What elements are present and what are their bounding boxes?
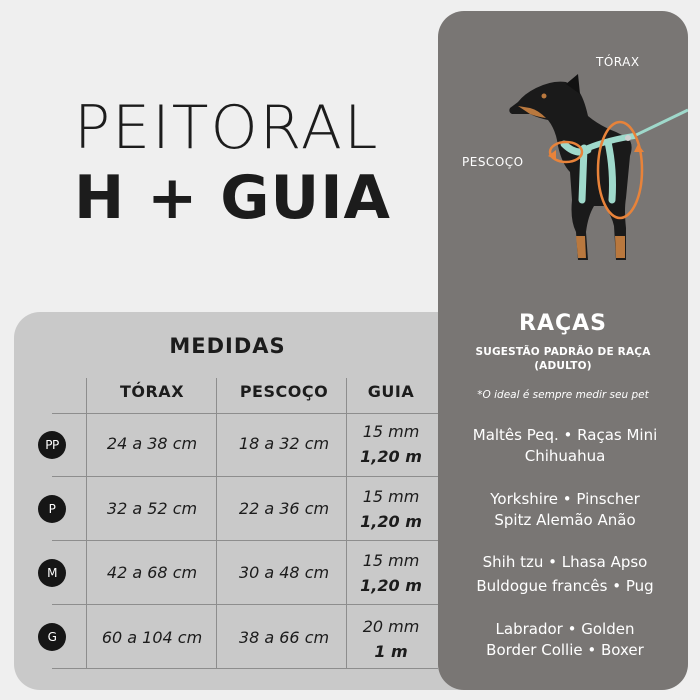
guia-length-p: 1,20 m	[360, 512, 422, 531]
torax-label: TÓRAX	[596, 55, 640, 69]
guia-length-g: 1 m	[374, 642, 408, 661]
breeds-p-line1: Yorkshire • Pinscher	[490, 490, 640, 508]
dog-eye	[542, 94, 547, 99]
breeds-subtitle: SUGESTÃO PADRÃO DE RAÇA (ADULTO)	[475, 346, 651, 372]
dog-tan-leg-right	[615, 236, 625, 258]
grid-line	[216, 378, 217, 668]
grid-line	[346, 378, 347, 668]
pescoco-cell-pp: 18 a 32 cm	[238, 434, 330, 453]
guia-width-g: 20 mm	[362, 617, 420, 636]
pescoco-label: PESCOÇO	[462, 155, 524, 169]
size-badge-g: G	[38, 623, 66, 651]
title-line-2: H + GUIA	[74, 163, 391, 233]
torax-cell-p: 32 a 52 cm	[106, 499, 198, 518]
grid-line	[52, 540, 438, 541]
torax-cell-pp: 24 a 38 cm	[106, 434, 198, 453]
pescoco-cell-g: 38 a 66 cm	[238, 628, 330, 647]
breeds-pp-line1: Maltês Peq. • Raças Mini	[472, 426, 658, 444]
measurements-title: MEDIDAS	[169, 334, 286, 358]
breeds-m-line1: Shih tzu • Lhasa Apso	[482, 553, 648, 571]
breeds-g-line2: Border Collie • Boxer	[486, 641, 644, 659]
title-line-1: PEITORAL	[74, 93, 380, 163]
size-badge-p: P	[38, 495, 66, 523]
leash-line	[634, 110, 688, 136]
torax-cell-m: 42 a 68 cm	[106, 563, 198, 582]
breeds-title: RAÇAS	[519, 311, 607, 336]
grid-line	[86, 378, 87, 668]
breeds-pp-line2: Chihuahua	[524, 447, 606, 465]
breeds-m-line2: Buldogue francês • Pug	[476, 577, 654, 595]
grid-line	[52, 604, 438, 605]
pescoco-cell-p: 22 a 36 cm	[238, 499, 330, 518]
size-badge-pp: PP	[38, 431, 66, 459]
breeds-p-line2: Spitz Alemão Anão	[494, 511, 636, 529]
guia-length-m: 1,20 m	[360, 576, 422, 595]
dog-tan-leg-left	[576, 236, 586, 258]
harness-ring	[625, 135, 631, 141]
col-header-pescoco: PESCOÇO	[239, 382, 329, 401]
pescoco-cell-m: 30 a 48 cm	[238, 563, 330, 582]
dog-illustration	[438, 60, 688, 290]
grid-line	[52, 668, 438, 669]
breeds-g-line1: Labrador • Golden	[495, 620, 635, 638]
guia-length-pp: 1,20 m	[360, 447, 422, 466]
breeds-note: *O ideal é sempre medir seu pet	[477, 389, 649, 401]
product-title	[74, 93, 414, 233]
size-badge-m: M	[38, 559, 66, 587]
guia-width-p: 15 mm	[362, 487, 420, 506]
grid-line	[52, 413, 438, 414]
grid-line	[52, 476, 438, 477]
col-header-guia: GUIA	[367, 382, 415, 401]
guia-width-m: 15 mm	[362, 551, 420, 570]
torax-cell-g: 60 a 104 cm	[101, 628, 203, 647]
guia-width-pp: 15 mm	[362, 422, 420, 441]
col-header-torax: TÓRAX	[119, 382, 185, 401]
